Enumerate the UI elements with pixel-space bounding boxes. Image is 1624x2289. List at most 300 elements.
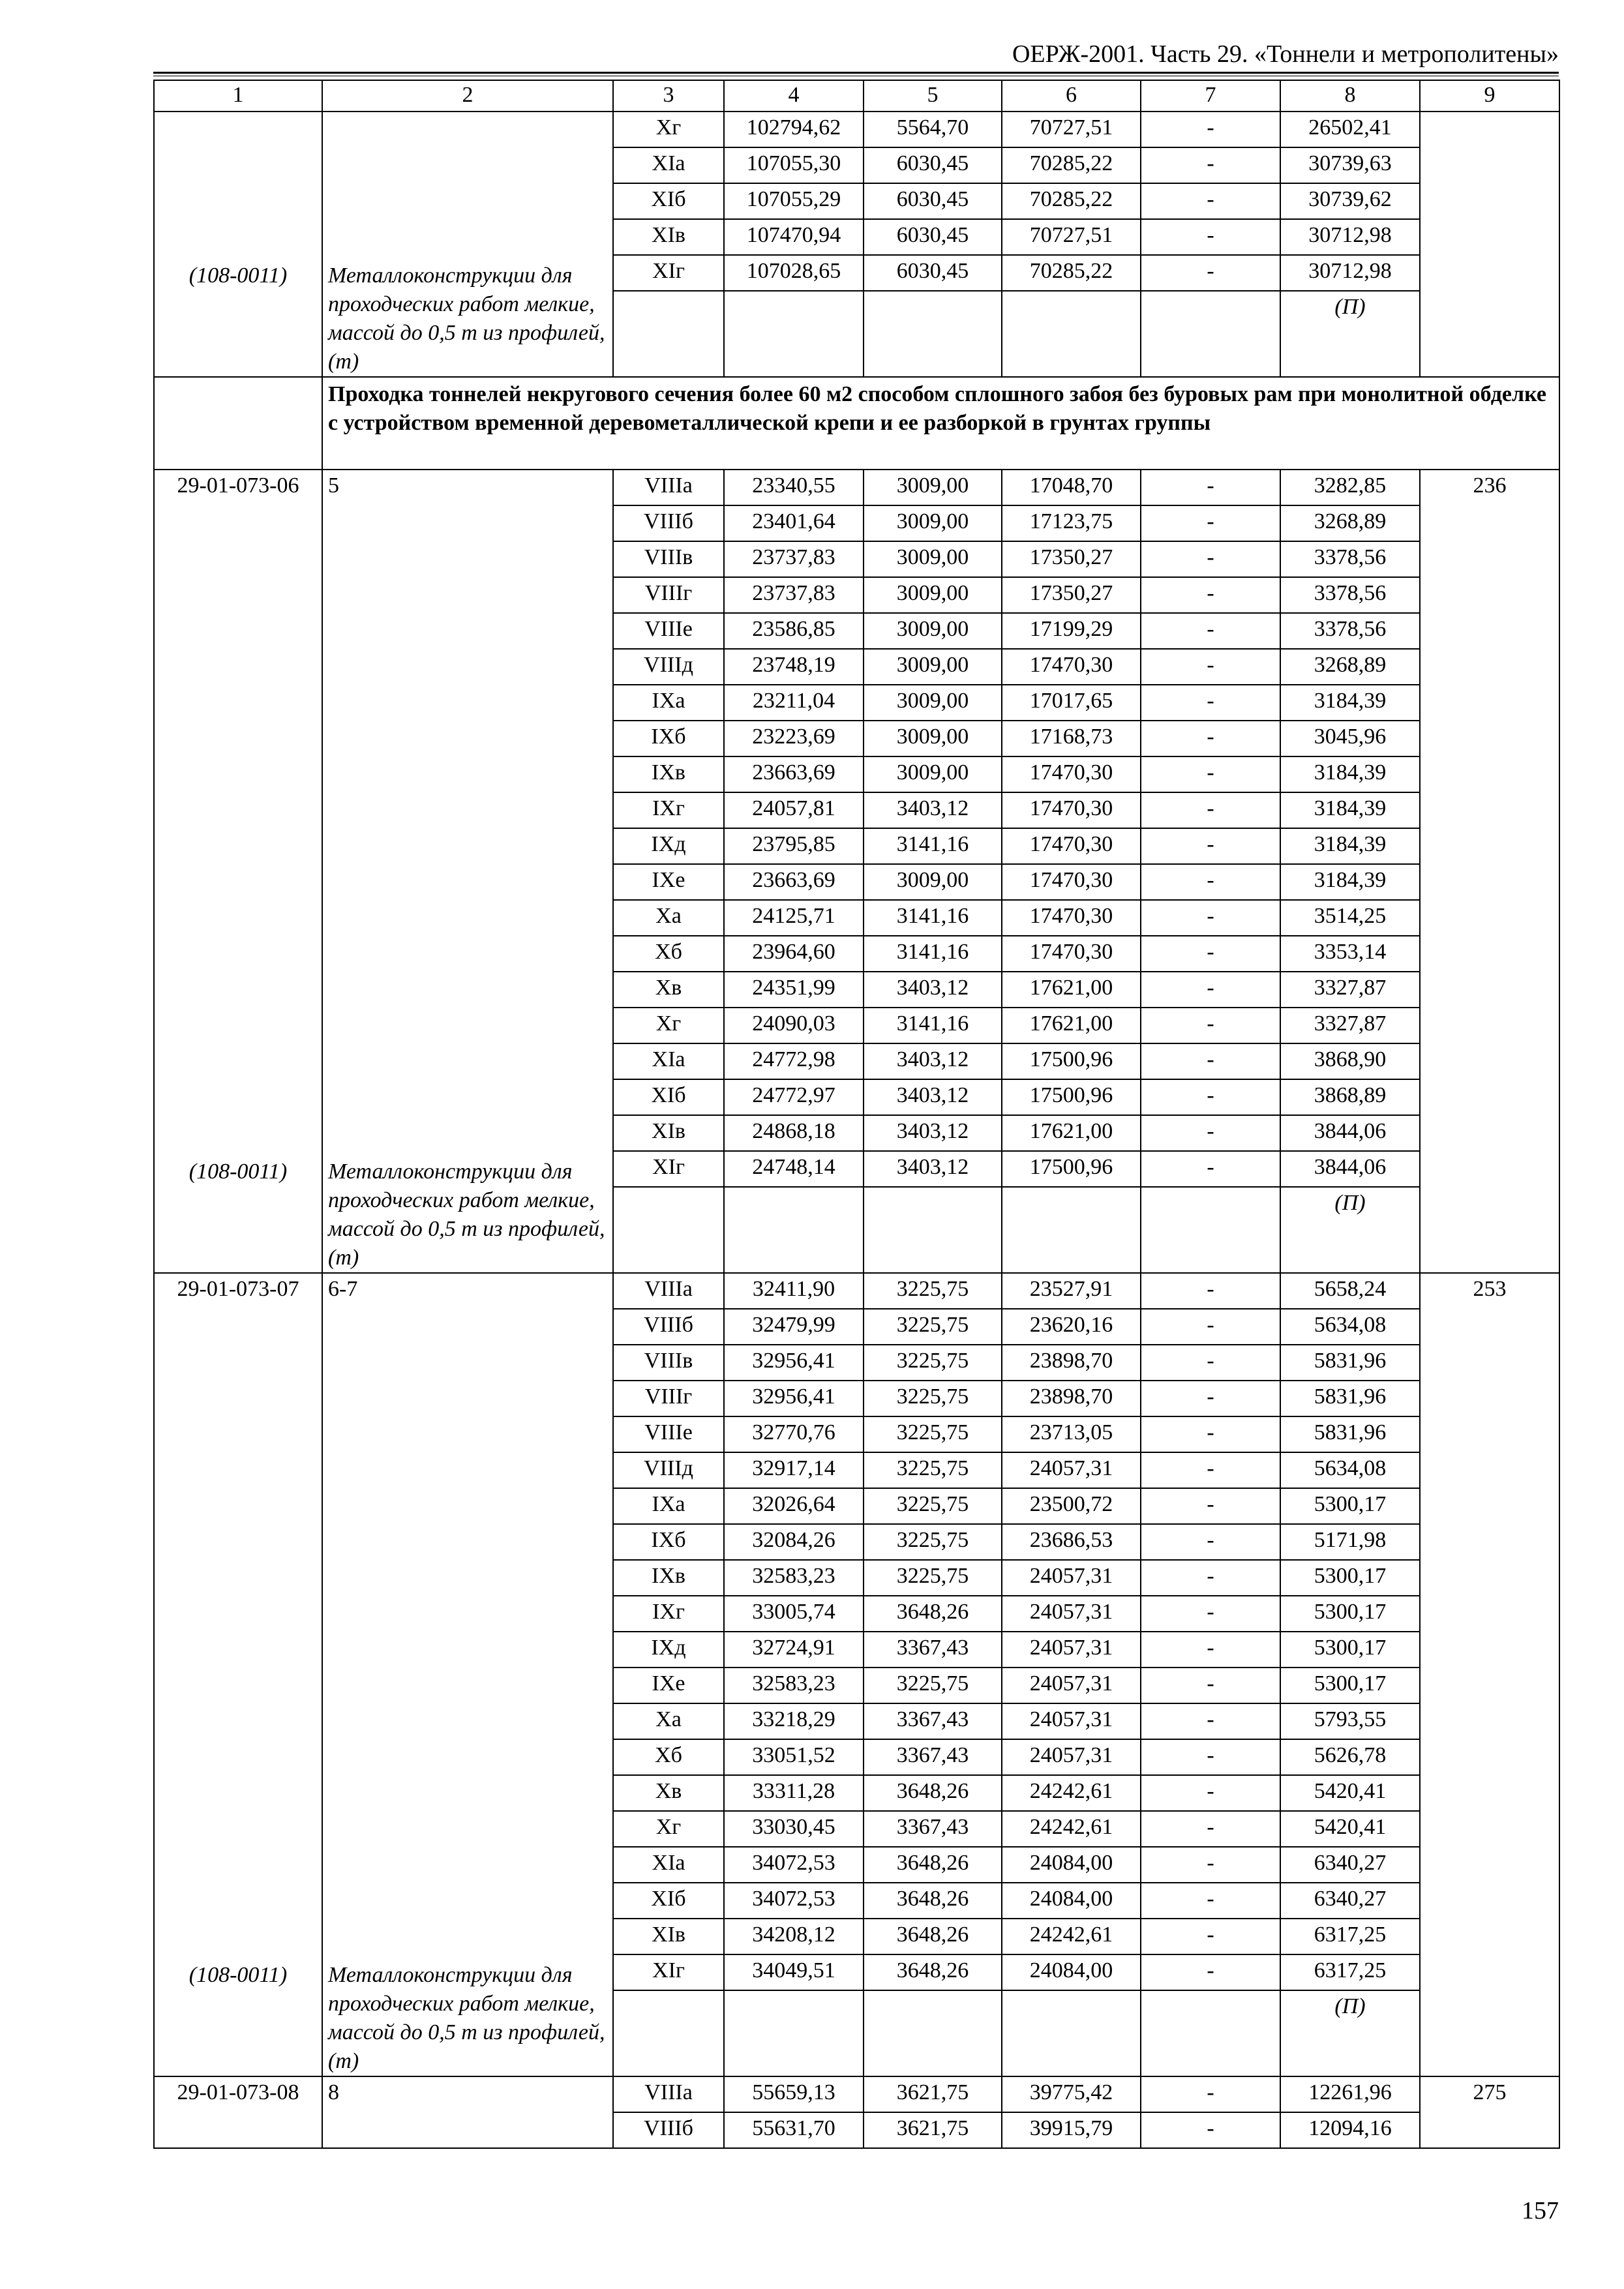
table-cell: 3225,75	[864, 1309, 1002, 1345]
table-cell: 17048,70	[1002, 470, 1141, 505]
code-cell	[154, 1273, 322, 2076]
table-cell: 3225,75	[864, 1273, 1002, 1309]
table-cell: VIIIг	[613, 577, 724, 613]
table-cell: 30739,63	[1280, 147, 1420, 183]
table-cell: 3844,06	[1280, 1115, 1420, 1151]
table-cell: 6030,45	[864, 147, 1002, 183]
table-cell: 23964,60	[724, 936, 864, 972]
table-cell: -	[1141, 1811, 1280, 1847]
table-cell: IXб	[613, 1524, 724, 1560]
table-cell: -	[1141, 112, 1280, 147]
table-cell: 17350,27	[1002, 541, 1141, 577]
column-number: 1	[154, 80, 322, 112]
table-cell: 17621,00	[1002, 1115, 1141, 1151]
table-cell: 3621,75	[864, 2076, 1002, 2112]
table-cell: 24057,31	[1002, 1632, 1141, 1668]
table-cell: XIб	[613, 1079, 724, 1115]
table-cell: 3868,89	[1280, 1079, 1420, 1115]
table-cell: 3009,00	[864, 721, 1002, 756]
table-cell: 23748,19	[724, 649, 864, 685]
table-cell: -	[1141, 1345, 1280, 1381]
table-cell: -	[1141, 613, 1280, 649]
table-cell: XIг	[613, 1954, 724, 1990]
table-cell: 3268,89	[1280, 505, 1420, 541]
description-cell	[322, 2076, 613, 2148]
table-cell: 24351,99	[724, 972, 864, 1008]
table-cell: XIг	[613, 1151, 724, 1187]
table-cell: 32956,41	[724, 1345, 864, 1381]
table-cell: 70285,22	[1002, 183, 1141, 219]
table-cell: 23401,64	[724, 505, 864, 541]
table-cell: 5300,17	[1280, 1560, 1420, 1596]
table-cell: -	[1141, 1668, 1280, 1703]
table-cell: 32956,41	[724, 1381, 864, 1416]
table-cell: 3268,89	[1280, 649, 1420, 685]
table-cell	[1002, 1990, 1141, 2076]
table-cell: 17470,30	[1002, 864, 1141, 900]
table-cell	[1141, 1187, 1280, 1273]
description-cell	[322, 112, 613, 377]
table-cell: 5564,70	[864, 112, 1002, 147]
resource-mark: (П)	[1280, 291, 1420, 377]
table-cell: IXд	[613, 1632, 724, 1668]
table-cell: 32411,90	[724, 1273, 864, 1309]
table-cell: 3403,12	[864, 1079, 1002, 1115]
table-cell: VIIIг	[613, 1381, 724, 1416]
column-number-row	[154, 80, 1559, 112]
table-cell: 17123,75	[1002, 505, 1141, 541]
table-cell: 107055,29	[724, 183, 864, 219]
table-cell: 17500,96	[1002, 1151, 1141, 1187]
table-cell: 23898,70	[1002, 1381, 1141, 1416]
table-cell: 3009,00	[864, 649, 1002, 685]
soil-group: 8	[328, 2080, 339, 2104]
table-cell: 23663,69	[724, 864, 864, 900]
table-cell: 70285,22	[1002, 255, 1141, 291]
table-cell: 3621,75	[864, 2112, 1002, 2148]
table-cell: -	[1141, 685, 1280, 721]
table-cell: 24057,31	[1002, 1703, 1141, 1739]
column-number: 6	[1002, 80, 1141, 112]
table-cell	[1141, 291, 1280, 377]
table-cell: 5300,17	[1280, 1488, 1420, 1524]
table-cell: 24748,14	[724, 1151, 864, 1187]
table-cell: VIIIв	[613, 1345, 724, 1381]
table-cell: 5658,24	[1280, 1273, 1420, 1309]
table-cell: 3844,06	[1280, 1151, 1420, 1187]
table-cell: 17621,00	[1002, 1008, 1141, 1043]
table-cell: 107028,65	[724, 255, 864, 291]
norm-cell: 236	[1420, 470, 1559, 1273]
table-cell: 24084,00	[1002, 1883, 1141, 1919]
table-cell: 23340,55	[724, 470, 864, 505]
table-cell: 30739,62	[1280, 183, 1420, 219]
code-cell	[154, 470, 322, 1273]
table-cell: 23713,05	[1002, 1416, 1141, 1452]
table-cell: 17470,30	[1002, 936, 1141, 972]
table-cell: XIв	[613, 1115, 724, 1151]
table-cell: IXа	[613, 685, 724, 721]
table-cell: 3367,43	[864, 1703, 1002, 1739]
table-cell	[613, 291, 724, 377]
item-code: 29-01-073-06	[177, 473, 299, 498]
resource-code: (108-0011)	[188, 1159, 288, 1184]
table-cell: 3009,00	[864, 505, 1002, 541]
table-cell: -	[1141, 1079, 1280, 1115]
resource-name: Металлоконструкции для проходческих работ мелкие, массой до 0,5 т из профилей, (т)	[328, 263, 605, 374]
table-cell: Xа	[613, 1703, 724, 1739]
table-cell: -	[1141, 2076, 1280, 2112]
table-cell: VIIIб	[613, 1309, 724, 1345]
table-cell: 3009,00	[864, 756, 1002, 792]
table-cell: 5831,96	[1280, 1345, 1420, 1381]
table-cell: 24057,31	[1002, 1560, 1141, 1596]
table-cell: -	[1141, 183, 1280, 219]
table-cell: -	[1141, 972, 1280, 1008]
table-cell: 23586,85	[724, 613, 864, 649]
column-number: 5	[864, 80, 1002, 112]
table-cell: 17168,73	[1002, 721, 1141, 756]
table-cell	[864, 1990, 1002, 2076]
header-rule	[153, 72, 1559, 74]
table-cell: 3403,12	[864, 792, 1002, 828]
table-cell: 6030,45	[864, 183, 1002, 219]
table-cell: 12094,16	[1280, 2112, 1420, 2148]
table-cell: 30712,98	[1280, 219, 1420, 255]
table-cell: 102794,62	[724, 112, 864, 147]
table-cell: 5626,78	[1280, 1739, 1420, 1775]
table-cell: 17350,27	[1002, 577, 1141, 613]
table-cell: 32583,23	[724, 1668, 864, 1703]
table-cell: 24084,00	[1002, 1847, 1141, 1883]
table-cell: 5300,17	[1280, 1596, 1420, 1632]
table-cell: 5634,08	[1280, 1309, 1420, 1345]
table-cell: 3009,00	[864, 613, 1002, 649]
table-cell: 6030,45	[864, 219, 1002, 255]
column-number: 7	[1141, 80, 1280, 112]
table-cell: 107470,94	[724, 219, 864, 255]
column-number: 4	[724, 80, 864, 112]
table-cell: 3403,12	[864, 1151, 1002, 1187]
table-cell: Xг	[613, 1811, 724, 1847]
table-cell: -	[1141, 1416, 1280, 1452]
table-cell: 3009,00	[864, 541, 1002, 577]
table-cell: 34072,53	[724, 1847, 864, 1883]
table-cell: -	[1141, 1560, 1280, 1596]
table-cell: 3184,39	[1280, 828, 1420, 864]
table-cell: 3009,00	[864, 864, 1002, 900]
table-cell: 23898,70	[1002, 1345, 1141, 1381]
section-title-spacer	[154, 377, 322, 470]
table-cell: 3225,75	[864, 1381, 1002, 1416]
table-cell: 24125,71	[724, 900, 864, 936]
table-cell: -	[1141, 1309, 1280, 1345]
table-cell	[1002, 291, 1141, 377]
table-cell: -	[1141, 505, 1280, 541]
table-cell: 39915,79	[1002, 2112, 1141, 2148]
table-cell: XIв	[613, 1919, 724, 1954]
table-cell: 5171,98	[1280, 1524, 1420, 1560]
table-cell: -	[1141, 1883, 1280, 1919]
table-cell: Xб	[613, 936, 724, 972]
table-cell: 3514,25	[1280, 900, 1420, 936]
table-cell	[864, 291, 1002, 377]
table-cell: 5831,96	[1280, 1416, 1420, 1452]
table-cell: 33030,45	[724, 1811, 864, 1847]
norm-cell	[1420, 112, 1559, 377]
table-cell: 5793,55	[1280, 1703, 1420, 1739]
table-cell: IXе	[613, 864, 724, 900]
table-cell: 17470,30	[1002, 900, 1141, 936]
table-cell: -	[1141, 1115, 1280, 1151]
table-cell: 17470,30	[1002, 756, 1141, 792]
table-cell: IXа	[613, 1488, 724, 1524]
table-cell: 3403,12	[864, 1115, 1002, 1151]
table-cell: 24057,31	[1002, 1596, 1141, 1632]
table-cell: 23211,04	[724, 685, 864, 721]
table-cell: 24057,31	[1002, 1739, 1141, 1775]
table-cell: IXд	[613, 828, 724, 864]
table-cell: 32084,26	[724, 1524, 864, 1560]
table-cell: 5831,96	[1280, 1381, 1420, 1416]
table-cell: 70285,22	[1002, 147, 1141, 183]
table-cell: 70727,51	[1002, 219, 1141, 255]
table-cell: 3648,26	[864, 1954, 1002, 1990]
table-cell: -	[1141, 1008, 1280, 1043]
table-cell: 5300,17	[1280, 1632, 1420, 1668]
table-cell: 6340,27	[1280, 1883, 1420, 1919]
resource-mark: (П)	[1280, 1990, 1420, 2076]
table-cell: 6317,25	[1280, 1919, 1420, 1954]
table-cell: -	[1141, 1381, 1280, 1416]
table-cell: 3225,75	[864, 1488, 1002, 1524]
table-cell: -	[1141, 1273, 1280, 1309]
table-cell: 24090,03	[724, 1008, 864, 1043]
table-cell: 3648,26	[864, 1883, 1002, 1919]
table-cell: 23620,16	[1002, 1309, 1141, 1345]
resource-name: Металлоконструкции для проходческих работ мелкие, массой до 0,5 т из профилей, (т)	[328, 1963, 605, 2073]
description-cell	[322, 470, 613, 1273]
table-cell: -	[1141, 219, 1280, 255]
table-cell: 3184,39	[1280, 864, 1420, 900]
table-cell: 32724,91	[724, 1632, 864, 1668]
table-cell: VIIIа	[613, 2076, 724, 2112]
section-title: Проходка тоннелей некругового сечения более 60 м2 способом сплошного забоя без буровых рам при монолитной обделке с устройством временной деревометаллической крепи и ее разборкой в грунтах группы	[322, 377, 1559, 470]
table-cell: 3868,90	[1280, 1043, 1420, 1079]
table-cell: 3648,26	[864, 1847, 1002, 1883]
table-cell: 34072,53	[724, 1883, 864, 1919]
table-cell: 24242,61	[1002, 1775, 1141, 1811]
table-cell: -	[1141, 1954, 1280, 1990]
table-cell: VIIIб	[613, 2112, 724, 2148]
table-cell: 3648,26	[864, 1919, 1002, 1954]
table-cell: 23737,83	[724, 541, 864, 577]
soil-group: 6-7	[328, 1277, 358, 1301]
table-cell: 32770,76	[724, 1416, 864, 1452]
table-cell: 3225,75	[864, 1560, 1002, 1596]
table-cell: 3378,56	[1280, 613, 1420, 649]
table-cell: -	[1141, 900, 1280, 936]
table-cell: IXв	[613, 1560, 724, 1596]
page-number: 157	[1522, 2197, 1559, 2224]
table-cell: -	[1141, 1739, 1280, 1775]
table-cell: 23527,91	[1002, 1273, 1141, 1309]
table-cell: 3648,26	[864, 1596, 1002, 1632]
soil-group: 5	[328, 473, 339, 498]
table-cell: -	[1141, 1703, 1280, 1739]
table-cell: 17621,00	[1002, 972, 1141, 1008]
table-cell: -	[1141, 2112, 1280, 2148]
code-cell	[154, 2076, 322, 2148]
table-cell: 24057,31	[1002, 1452, 1141, 1488]
table-cell: 23223,69	[724, 721, 864, 756]
table-cell: 17470,30	[1002, 649, 1141, 685]
table-cell: 33051,52	[724, 1739, 864, 1775]
table-cell: -	[1141, 792, 1280, 828]
table-cell: XIа	[613, 147, 724, 183]
table-cell: 23500,72	[1002, 1488, 1141, 1524]
table-cell: -	[1141, 864, 1280, 900]
resource-mark: (П)	[1280, 1187, 1420, 1273]
table-cell: -	[1141, 1596, 1280, 1632]
table-cell: VIIIа	[613, 1273, 724, 1309]
table-cell: 3009,00	[864, 685, 1002, 721]
table-cell: 34049,51	[724, 1954, 864, 1990]
table-cell: 55631,70	[724, 2112, 864, 2148]
table-cell: 3225,75	[864, 1452, 1002, 1488]
table-cell: XIб	[613, 1883, 724, 1919]
column-number: 8	[1280, 80, 1420, 112]
table-cell: Xг	[613, 1008, 724, 1043]
price-table	[153, 80, 1560, 2149]
table-cell: 24772,97	[724, 1079, 864, 1115]
table-cell: 3378,56	[1280, 541, 1420, 577]
table-cell: 3353,14	[1280, 936, 1420, 972]
table-cell	[724, 1187, 864, 1273]
table-cell: 3184,39	[1280, 792, 1420, 828]
table-cell: -	[1141, 721, 1280, 756]
item-code: 29-01-073-08	[177, 2080, 299, 2104]
table-cell: 3403,12	[864, 1043, 1002, 1079]
table-cell: -	[1141, 1524, 1280, 1560]
table-cell: -	[1141, 147, 1280, 183]
norm-cell: 275	[1420, 2076, 1559, 2148]
table-cell: 3184,39	[1280, 685, 1420, 721]
table-row	[154, 112, 1559, 147]
table-cell: 3225,75	[864, 1416, 1002, 1452]
table-cell: -	[1141, 541, 1280, 577]
column-number: 3	[613, 80, 724, 112]
page-header-title: ОЕРЖ-2001. Часть 29. «Тоннели и метрополитены»	[1012, 40, 1559, 68]
table-cell: 3141,16	[864, 900, 1002, 936]
table-cell: Xв	[613, 1775, 724, 1811]
resource-code: (108-0011)	[188, 1963, 288, 1987]
table-cell: 3378,56	[1280, 577, 1420, 613]
table-cell: 3141,16	[864, 936, 1002, 972]
table-cell: 24242,61	[1002, 1811, 1141, 1847]
table-cell: 3184,39	[1280, 756, 1420, 792]
table-cell: 24868,18	[724, 1115, 864, 1151]
table-cell: 17199,29	[1002, 613, 1141, 649]
table-cell: 3367,43	[864, 1632, 1002, 1668]
table-cell: 3648,26	[864, 1775, 1002, 1811]
table-cell: VIIIд	[613, 649, 724, 685]
table-row	[154, 470, 1559, 505]
table-cell: 39775,42	[1002, 2076, 1141, 2112]
table-cell: Xв	[613, 972, 724, 1008]
table-cell: 23663,69	[724, 756, 864, 792]
table-cell: 107055,30	[724, 147, 864, 183]
table-cell: VIIIе	[613, 1416, 724, 1452]
table-cell	[1141, 1990, 1280, 2076]
table-cell: 24242,61	[1002, 1919, 1141, 1954]
column-number: 9	[1420, 80, 1559, 112]
table-cell: 5420,41	[1280, 1775, 1420, 1811]
table-cell: 24057,31	[1002, 1668, 1141, 1703]
table-cell	[1002, 1187, 1141, 1273]
column-number: 2	[322, 80, 613, 112]
table-cell: Xб	[613, 1739, 724, 1775]
table-cell: 3225,75	[864, 1524, 1002, 1560]
table-cell: 33005,74	[724, 1596, 864, 1632]
table-cell: 17500,96	[1002, 1043, 1141, 1079]
table-cell: XIг	[613, 255, 724, 291]
table-cell: 6030,45	[864, 255, 1002, 291]
table-cell: -	[1141, 649, 1280, 685]
table-cell: Xа	[613, 900, 724, 936]
table-cell: 3367,43	[864, 1739, 1002, 1775]
table-cell: XIв	[613, 219, 724, 255]
table-cell: 6340,27	[1280, 1847, 1420, 1883]
table-cell: 24057,81	[724, 792, 864, 828]
table-cell	[613, 1187, 724, 1273]
table-cell: 3141,16	[864, 1008, 1002, 1043]
table-cell: 33218,29	[724, 1703, 864, 1739]
table-cell: 3225,75	[864, 1668, 1002, 1703]
table-cell: 3367,43	[864, 1811, 1002, 1847]
table-cell: -	[1141, 470, 1280, 505]
table-cell: 70727,51	[1002, 112, 1141, 147]
table-cell: 3327,87	[1280, 1008, 1420, 1043]
table-cell: IXв	[613, 756, 724, 792]
description-cell	[322, 1273, 613, 2076]
table-cell: -	[1141, 936, 1280, 972]
table-cell: IXе	[613, 1668, 724, 1703]
table-cell: 3225,75	[864, 1345, 1002, 1381]
table-cell: -	[1141, 1043, 1280, 1079]
table-cell: 32479,99	[724, 1309, 864, 1345]
table-cell: -	[1141, 1847, 1280, 1883]
table-cell: -	[1141, 1452, 1280, 1488]
table-cell: 3403,12	[864, 972, 1002, 1008]
table-cell: VIIIа	[613, 470, 724, 505]
table-cell: VIIIд	[613, 1452, 724, 1488]
table-cell: IXб	[613, 721, 724, 756]
table-cell: -	[1141, 255, 1280, 291]
table-cell: Xг	[613, 112, 724, 147]
table-cell: 55659,13	[724, 2076, 864, 2112]
table-cell: -	[1141, 828, 1280, 864]
table-cell: 5634,08	[1280, 1452, 1420, 1488]
table-row	[154, 1273, 1559, 1309]
table-cell: 24084,00	[1002, 1954, 1141, 1990]
table-cell: -	[1141, 1919, 1280, 1954]
table-cell: 3282,85	[1280, 470, 1420, 505]
resource-name: Металлоконструкции для проходческих работ мелкие, массой до 0,5 т из профилей, (т)	[328, 1159, 605, 1270]
table-cell: 24772,98	[724, 1043, 864, 1079]
section-title-row	[154, 377, 1559, 470]
table-cell: 12261,96	[1280, 2076, 1420, 2112]
